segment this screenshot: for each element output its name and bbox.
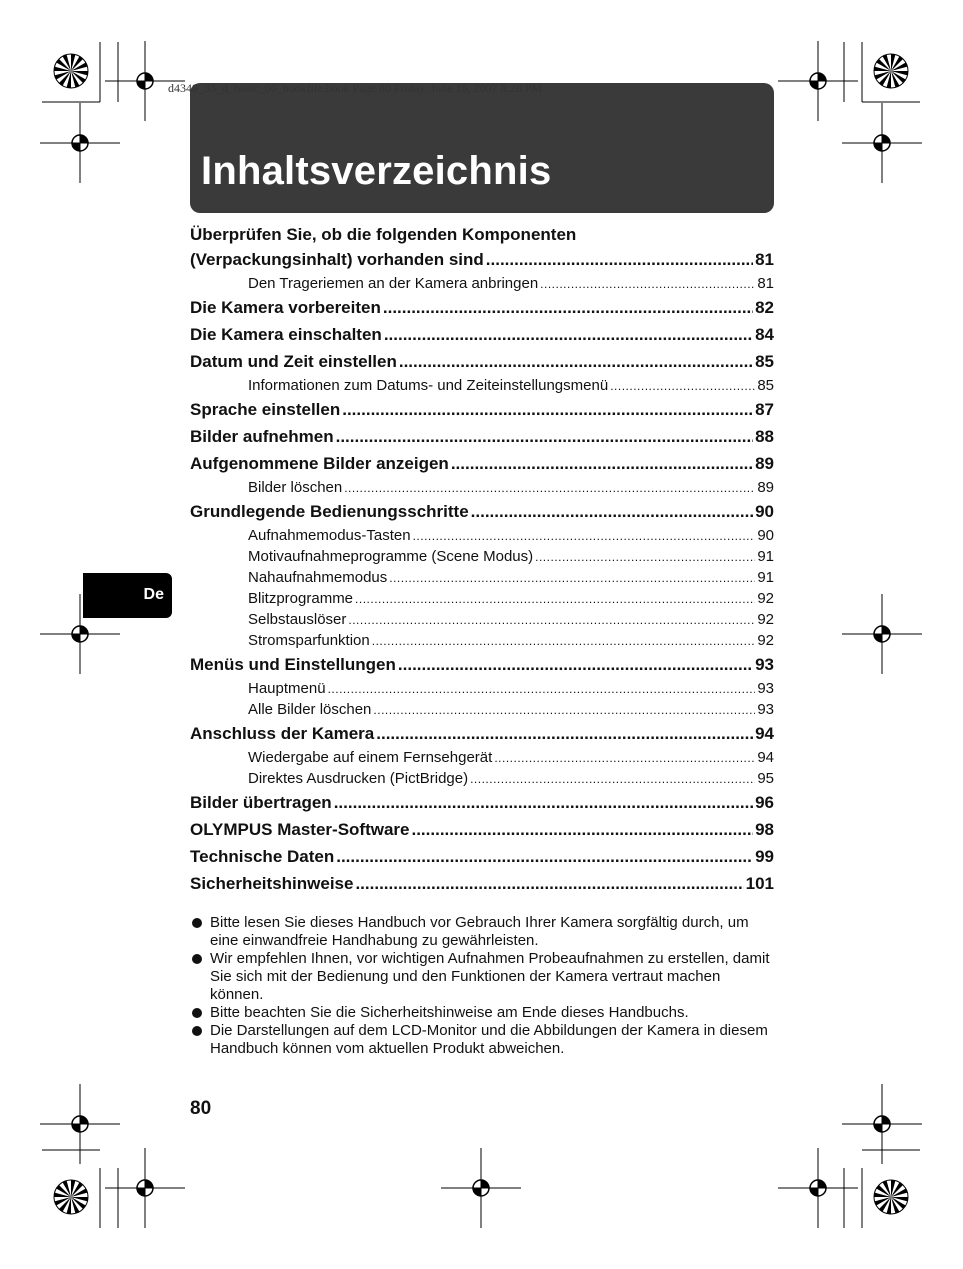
note-text: Bitte beachten Sie die Sicherheitshinweise am Ende dieses Handbuchs. <box>210 1004 689 1021</box>
toc-entry-label: Selbstauslöser <box>248 611 347 628</box>
bullet-icon <box>192 1026 202 1036</box>
toc-entry-label: Sicherheitshinweise <box>190 874 354 893</box>
toc-entry[interactable] <box>190 789 774 816</box>
toc-entry[interactable] <box>190 321 774 348</box>
toc-entry-label: Alle Bilder löschen <box>248 701 372 718</box>
note-item <box>190 1004 774 1022</box>
page-title: Inhaltsverzeichnis <box>201 149 552 193</box>
language-tab <box>83 573 172 618</box>
toc-entry-page: 85 <box>755 352 774 371</box>
toc-entry-page: 89 <box>755 454 774 473</box>
toc-entry[interactable] <box>190 246 774 273</box>
toc-entry-label: Technische Daten <box>190 847 335 866</box>
toc-entry-label: Nahaufnahmemodus <box>248 569 388 586</box>
toc-entry-page: 98 <box>755 820 774 839</box>
toc-entry-page: 81 <box>757 275 774 292</box>
toc-entry[interactable] <box>190 348 774 375</box>
toc-entry-page: 92 <box>757 590 774 607</box>
toc-entry-label: Bilder löschen <box>248 479 343 496</box>
note-item <box>190 1022 774 1058</box>
toc-subentry[interactable] <box>190 768 774 789</box>
toc-entry-page: 94 <box>757 749 774 766</box>
toc-entry[interactable] <box>190 843 774 870</box>
note-text: Die Darstellungen auf dem LCD-Monitor und die Abbildungen der Kamera in diesem Handbuch können vom aktuellen Produkt abweichen. <box>210 1022 768 1057</box>
note-text: Wir empfehlen Ihnen, vor wichtigen Aufnahmen Probeaufnahmen zu erstellen, damit Sie sich mit der Bedienung und den Funktionen der Kamera vertraut machen können. <box>210 950 770 1003</box>
title-banner <box>190 83 774 213</box>
toc-entry-label: Wiedergabe auf einem Fernsehgerät <box>248 749 493 766</box>
toc-entry[interactable] <box>190 396 774 423</box>
toc-entry-page: 93 <box>755 655 774 674</box>
toc-entry-page: 96 <box>755 793 774 812</box>
toc-entry-label: Datum und Zeit einstellen <box>190 352 397 371</box>
toc-entry-label: Bilder aufnehmen <box>190 427 334 446</box>
toc-entry-page: 89 <box>757 479 774 496</box>
toc-subentry[interactable] <box>190 630 774 651</box>
table-of-contents <box>190 224 774 897</box>
toc-entry-label: Den Trageriemen an der Kamera anbringen <box>248 275 539 292</box>
toc-entry-page: 93 <box>757 680 774 697</box>
toc-entry-page: 90 <box>755 502 774 521</box>
note-text: Bitte lesen Sie dieses Handbuch vor Gebrauch Ihrer Kamera sorgfältig durch, um eine einwandfreie Handhabung zu gewährleisten. <box>210 914 749 949</box>
toc-entry-page: 84 <box>755 325 774 344</box>
toc-entry-page: 91 <box>757 569 774 586</box>
toc-entry-label: (Verpackungsinhalt) vorhanden sind <box>190 250 484 269</box>
toc-entry-label: Direktes Ausdrucken (PictBridge) <box>248 770 469 787</box>
toc-subentry[interactable] <box>190 477 774 498</box>
toc-entry[interactable] <box>190 720 774 747</box>
toc-entry-label: Überprüfen Sie, ob die folgenden Komponenten <box>190 225 577 244</box>
toc-entry-label: Menüs und Einstellungen <box>190 655 396 674</box>
toc-subentry[interactable] <box>190 525 774 546</box>
toc-entry[interactable] <box>190 423 774 450</box>
toc-entry-page: 88 <box>755 427 774 446</box>
notes-list <box>190 914 774 1058</box>
toc-subentry[interactable] <box>190 375 774 396</box>
toc-subentry[interactable] <box>190 678 774 699</box>
toc-subentry[interactable] <box>190 588 774 609</box>
print-header: d4348_33_d_basic_00_bookfile.book Page 80 Friday, June 15, 2007 8:28 PM <box>168 81 543 95</box>
toc-entry-label: Sprache einstellen <box>190 400 341 419</box>
toc-entry-label: Motivaufnahmeprogramme (Scene Modus) <box>248 548 534 565</box>
toc-entry[interactable] <box>190 224 774 246</box>
toc-subentry[interactable] <box>190 747 774 768</box>
toc-entry-label: Bilder übertragen <box>190 793 332 812</box>
toc-entry-label: Hauptmenü <box>248 680 326 697</box>
toc-entry[interactable] <box>190 870 774 897</box>
toc-entry-page: 92 <box>757 611 774 628</box>
toc-entry-label: Blitzprogramme <box>248 590 354 607</box>
toc-entry-label: Aufnahmemodus-Tasten <box>248 527 411 544</box>
toc-subentry[interactable] <box>190 567 774 588</box>
toc-subentry[interactable] <box>190 699 774 720</box>
toc-entry-label: Stromsparfunktion <box>248 632 370 649</box>
toc-entry-label: Anschluss der Kamera <box>190 724 375 743</box>
toc-subentry[interactable] <box>190 546 774 567</box>
toc-entry-page: 91 <box>757 548 774 565</box>
toc-entry-label: Grundlegende Bedienungsschritte <box>190 502 469 521</box>
toc-entry-label: Aufgenommene Bilder anzeigen <box>190 454 449 473</box>
toc-entry[interactable] <box>190 498 774 525</box>
toc-entry-label: Die Kamera einschalten <box>190 325 382 344</box>
toc-entry-page: 95 <box>757 770 774 787</box>
toc-entry-page: 85 <box>757 377 774 394</box>
toc-entry-page: 101 <box>745 874 774 893</box>
toc-entry-page: 81 <box>755 250 774 269</box>
toc-entry[interactable] <box>190 816 774 843</box>
toc-entry-page: 90 <box>757 527 774 544</box>
toc-entry[interactable] <box>190 450 774 477</box>
bullet-icon <box>192 918 202 928</box>
toc-entry-page: 93 <box>757 701 774 718</box>
page-number: 80 <box>190 1098 212 1119</box>
note-item <box>190 950 774 1004</box>
toc-entry[interactable] <box>190 294 774 321</box>
toc-entry[interactable] <box>190 651 774 678</box>
toc-entry-page: 94 <box>755 724 774 743</box>
language-tab-label: De <box>143 586 164 603</box>
toc-entry-page: 92 <box>757 632 774 649</box>
toc-subentry[interactable] <box>190 273 774 294</box>
toc-entry-page: 99 <box>755 847 774 866</box>
toc-entry-label: OLYMPUS Master-Software <box>190 820 410 839</box>
toc-entry-label: Informationen zum Datums- und Zeiteinstellungsmenü <box>248 377 609 394</box>
toc-entry-label: Die Kamera vorbereiten <box>190 298 381 317</box>
note-item <box>190 914 774 950</box>
toc-entry-page: 87 <box>755 400 774 419</box>
toc-subentry[interactable] <box>190 609 774 630</box>
toc-entry-page: 82 <box>755 298 774 317</box>
bullet-icon <box>192 954 202 964</box>
bullet-icon <box>192 1008 202 1018</box>
